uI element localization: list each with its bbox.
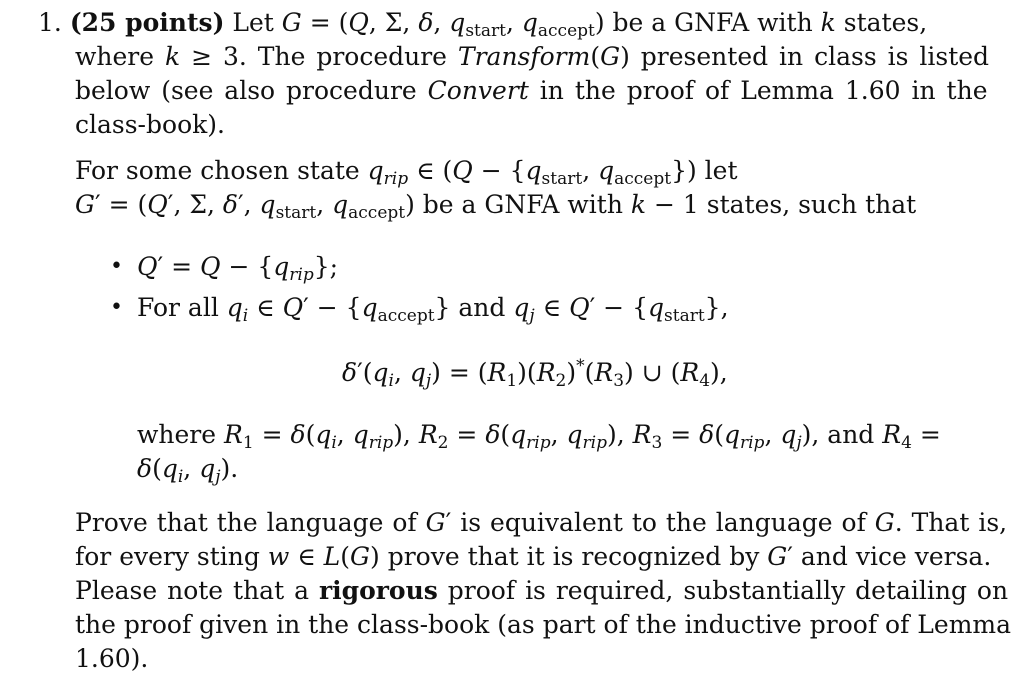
problem-points: (25 points) xyxy=(69,8,225,37)
prove-line-3: Please note that a rigorous proof is required, substantially detailing on xyxy=(75,576,1009,605)
intro-line-2: where k ≥ 3. The procedure Transform(G) presented in class is listed xyxy=(75,42,990,71)
where-line-2: $\delta(q_i$, $q_j$). xyxy=(137,454,239,487)
intro-line-3: below (see also procedure Convert in the proof of Lemma 1.60 in the xyxy=(75,76,988,105)
prove-line-2: for every sting w ∈ L(G) prove that it is recognized by G′ and vice versa. xyxy=(75,542,992,571)
where-line-1: where $R_1 = \delta(q_i$, $q_{rip}$), $R_2 = \delta(q_{rip}$, $q_{rip}$), $R_3 = \delta(q_{rip}$, $q_j$), and $R_4$ = xyxy=(137,420,941,453)
bullet-icon: • xyxy=(110,254,123,279)
transition-formula: $\delta'(q_i$, $q_j) = (R_1)(R_2)^*(R_3)$ ∪ $(R_4)$, xyxy=(342,356,728,391)
bullet-item-2: For all $q_i$ ∈ $Q' - \{q_{accept}\}$ and $q_j$ ∈ $Q' - \{q_{start}\}$, xyxy=(137,293,729,326)
setup-line-2: G′ = (Q′, Σ, δ′, $q_{start}$, $q_{accept}$) be a GNFA with k − 1 states, such that xyxy=(75,190,917,223)
prove-line-4: the proof given in the class-book (as part of the inductive proof of Lemma xyxy=(75,610,1012,639)
setup-line-1: For some chosen state $q_{rip}$ ∈ ($Q - \{q_{start}$, $q_{accept}$}) let xyxy=(75,156,738,189)
intro-line-1: 1. (25 points) Let G = (Q, Σ, δ, $q_{start}$, $q_{accept}$) be a GNFA with k states, xyxy=(38,8,928,41)
prove-line-5: 1.60). xyxy=(75,644,149,673)
bullet-item-1: $Q' = Q - \{q_{rip}\}$; xyxy=(137,252,339,285)
problem-number: 1. xyxy=(38,8,62,37)
bullet-icon: • xyxy=(110,295,123,320)
prove-line-1: Prove that the language of G′ is equivalent to the language of G. That is, xyxy=(75,508,1008,537)
intro-line-4: class-book). xyxy=(75,110,225,139)
